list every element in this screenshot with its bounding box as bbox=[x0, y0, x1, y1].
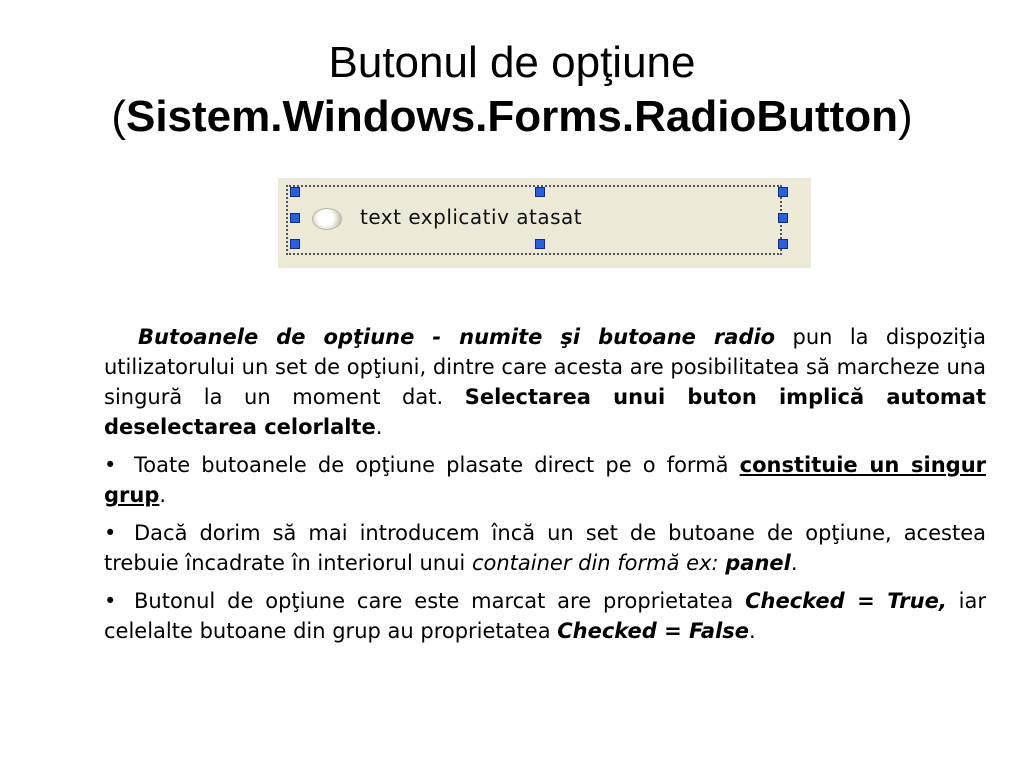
radio-button-label: text explicativ atasat bbox=[360, 205, 583, 229]
bullet-1-end: . bbox=[159, 483, 167, 507]
intro-end: . bbox=[375, 415, 383, 439]
bullet-3-text: Butonul de opţiune care este marcat are proprietatea bbox=[134, 589, 746, 613]
slide-body bbox=[104, 322, 986, 654]
intro-text: pun la dispoziţia utilizatorului un set de opţiuni, dintre care acesta are posibilitatea să marcheze una singură la un moment dat. bbox=[104, 325, 986, 409]
title-open-paren: ( bbox=[111, 92, 126, 141]
resize-handle-top-right[interactable] bbox=[778, 187, 788, 197]
resize-handle-bottom-center[interactable] bbox=[535, 239, 545, 249]
intro-paragraph bbox=[104, 322, 986, 442]
bullet-3-end: . bbox=[749, 619, 756, 643]
resize-handle-top-center[interactable] bbox=[535, 187, 545, 197]
bullet-2-text: Dacă dorim să mai introducem încă un set de butoane de opţiune, acestea trebuie încadrate în interiorul unui bbox=[104, 521, 986, 575]
radio-button-circle[interactable] bbox=[312, 208, 342, 230]
resize-handle-bottom-right[interactable] bbox=[778, 239, 788, 249]
title-line-2 bbox=[0, 90, 1024, 144]
title-close-paren: ) bbox=[898, 92, 913, 141]
resize-handle-middle-left[interactable] bbox=[290, 213, 300, 223]
intro-bold: Selectarea unui buton implică automat deselectarea celorlalte bbox=[104, 385, 986, 439]
bullet-3-middle: iar celelalte butoane din grup au proprietatea bbox=[104, 589, 987, 643]
bullet-item-2 bbox=[104, 518, 986, 578]
bullet-3-checked-true: Checked = True, bbox=[745, 589, 947, 613]
bullet-symbol: • bbox=[104, 589, 117, 613]
bullet-3-checked-false: Checked = False bbox=[557, 619, 750, 643]
bullet-item-1 bbox=[104, 450, 986, 510]
slide-title bbox=[0, 36, 1024, 144]
intro-lead: Butoanele de opţiune - numite şi butoane radio bbox=[138, 325, 776, 349]
radiobutton-designer-preview bbox=[278, 178, 811, 268]
title-line-1: Butonul de opţiune bbox=[328, 38, 696, 87]
bullet-2-bold-italic: panel bbox=[725, 551, 791, 575]
bullet-2-end: . bbox=[790, 551, 798, 575]
bullet-item-3 bbox=[104, 586, 986, 646]
bullet-2-italic: container din formă ex: bbox=[471, 551, 726, 575]
resize-handle-middle-right[interactable] bbox=[778, 213, 788, 223]
resize-handle-bottom-left[interactable] bbox=[290, 239, 300, 249]
bullet-1-text: Toate butoanele de opţiune plasate direct pe o formă bbox=[134, 453, 740, 477]
bullet-symbol: • bbox=[104, 453, 117, 477]
resize-handle-top-left[interactable] bbox=[290, 187, 300, 197]
bullet-symbol: • bbox=[104, 521, 117, 545]
title-class-name: Sistem.Windows.Forms.RadioButton bbox=[125, 92, 899, 141]
bullet-1-underline: constituie un singur grup bbox=[104, 453, 986, 507]
